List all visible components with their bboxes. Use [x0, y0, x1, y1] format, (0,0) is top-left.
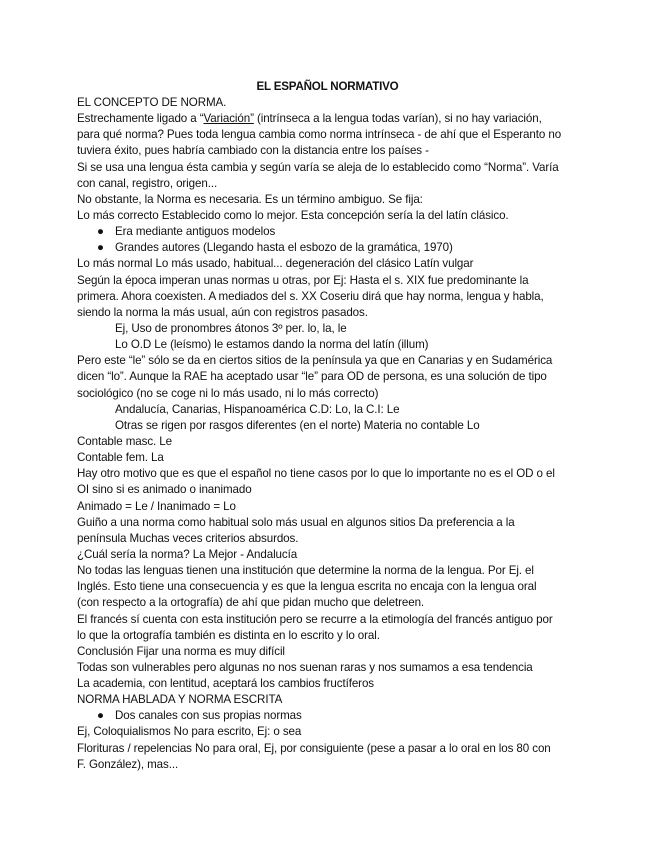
paragraph-line: La academia, con lentitud, aceptará los cambios fructíferos: [77, 677, 374, 691]
text-span: (intrínseca a la lengua todas varían), si no hay variación,: [253, 112, 542, 126]
list-item-text: Dos canales con sus propias normas: [115, 709, 302, 723]
paragraph-line: para qué norma? Pues toda lengua cambia como norma intrínseca - de ahí que el Esperanto no: [77, 128, 562, 142]
section-heading: EL CONCEPTO DE NORMA.: [77, 96, 227, 109]
paragraph-line: Conclusión Fijar una norma es muy difícil: [77, 644, 285, 658]
list-item: [77, 224, 587, 240]
paragraph-line: Todas son vulnerables pero algunas no nos suenan raras y nos sumamos a esa tendencia: [77, 660, 533, 674]
paragraph-line: [77, 111, 587, 127]
paragraph-line: El francés sí cuenta con esta institución pero se recurre a la etimología del francés antiguo por: [77, 612, 553, 626]
paragraph-line: Hay otro motivo que es que el español no tiene casos por lo que lo importante no es el OD o el: [77, 467, 555, 481]
bullet-icon: ●: [97, 241, 104, 255]
paragraph-line: Lo más correcto Establecido como lo mejor. Esta concepción sería la del latín clásico.: [77, 208, 509, 222]
text-span: Estrechamente ligado a “: [77, 112, 204, 126]
document-body: [77, 95, 587, 773]
paragraph-line: Inglés. Esto tiene una consecuencia y es que la lengua escrita no encaja con la lengua oral: [77, 580, 537, 594]
paragraph-line: primera. Ahora coexisten. A mediados del s. XX Coseriu dirá que hay norma, lengua y habla,: [77, 289, 544, 303]
variacion-link: Variación”: [203, 112, 254, 126]
paragraph-line: sociológico (no se coge ni lo más usado, ni lo más correcto): [77, 386, 379, 400]
paragraph-line: dicen “lo”. Aunque la RAE ha aceptado usar “le” para OD de persona, es una solución de tipo: [77, 370, 547, 384]
paragraph-line: F. González), mas...: [77, 757, 179, 771]
indented-line: Lo O.D Le (leísmo) le estamos dando la norma del latín (illum): [115, 338, 429, 352]
paragraph-line: Ej, Coloquialismos No para escrito, Ej: o sea: [77, 725, 302, 739]
paragraph-line: con canal, registro, origen...: [77, 176, 218, 190]
list-item: [77, 708, 587, 724]
paragraph-line: lo que la ortografía también es distinta en lo escrito y lo oral.: [77, 628, 380, 642]
indented-line: Ej, Uso de pronombres átonos 3º per. lo, la, le: [115, 321, 347, 335]
paragraph-line: Contable masc. Le: [77, 434, 172, 448]
list-item-text: Grandes autores (Llegando hasta el esbozo de la gramática, 1970): [115, 241, 453, 255]
paragraph-line: (con respecto a la ortografía) de ahí que pidan mucho que deletreen.: [77, 596, 425, 610]
paragraph-line: OI sino si es animado o inanimado: [77, 483, 252, 497]
bullet-icon: ●: [97, 225, 104, 239]
paragraph-line: No todas las lenguas tienen una institución que determine la norma de la lengua. Por Ej. el: [77, 564, 534, 578]
paragraph-line: Guiño a una norma como habitual solo más usual en algunos sitios Da preferencia a la: [77, 515, 515, 529]
paragraph-line: tuviera éxito, pues habría cambiado con la distancia entre los países -: [77, 144, 429, 158]
indented-line: Andalucía, Canarias, Hispanoamérica C.D: Lo, la C.I: Le: [115, 402, 400, 416]
paragraph-line: Según la época imperan unas normas u otras, por Ej: Hasta el s. XIX fue predominante la: [77, 273, 529, 287]
paragraph-line: Lo más normal Lo más usado, habitual... degeneración del clásico Latín vulgar: [77, 257, 474, 271]
paragraph-line: Florituras / repelencias No para oral, Ej, por consiguiente (pese a pasar a lo oral en los 80 con: [77, 741, 551, 755]
list-item: [77, 240, 587, 256]
indented-line: Otras se rigen por rasgos diferentes (en el norte) Materia no contable Lo: [115, 418, 480, 432]
paragraph-line: Si se usa una lengua ésta cambia y según varía se aleja de lo establecido como “Norma”. Varía: [77, 160, 559, 174]
paragraph-line: Contable fem. La: [77, 451, 164, 465]
paragraph-line: Animado = Le / Inanimado = Lo: [77, 499, 236, 513]
paragraph-line: No obstante, la Norma es necesaria. Es un término ambiguo. Se fija:: [77, 192, 423, 206]
paragraph-line: Pero este “le” sólo se da en ciertos sitios de la península ya que en Canarias y en Sudamérica: [77, 354, 553, 368]
list-item-text: Era mediante antiguos modelos: [115, 225, 276, 239]
section-heading: NORMA HABLADA Y NORMA ESCRITA: [77, 693, 283, 707]
paragraph-line: península Muchas veces criterios absurdos.: [77, 531, 299, 545]
paragraph-line: siendo la norma la más usual, aún con registros pasados.: [77, 305, 368, 319]
paragraph-line: ¿Cuál sería la norma? La Mejor - Andalucía: [77, 547, 298, 561]
bullet-icon: ●: [97, 709, 104, 723]
document-title: EL ESPAÑOL NORMATIVO: [256, 80, 399, 93]
